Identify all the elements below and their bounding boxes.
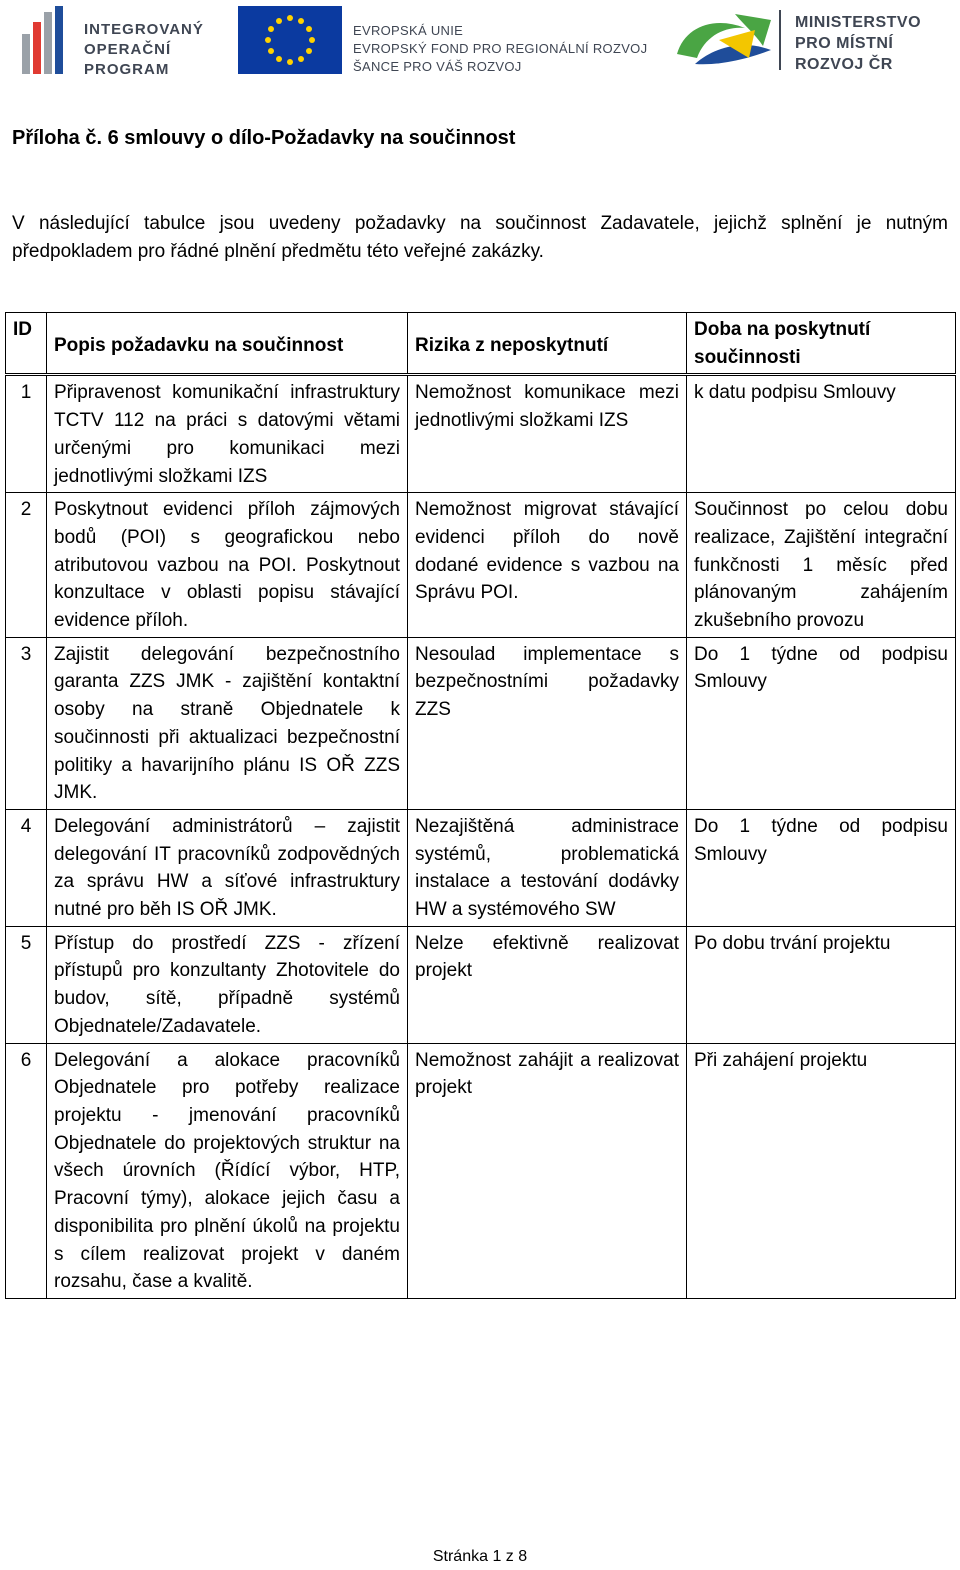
row-popis: Přístup do prostředí ZZS - zřízení přístupů pro konzultanty Zhotovitele do budov, sítě, případně systémů Objednatele/Zadavatele. (47, 926, 408, 1043)
table-header-row (6, 313, 956, 375)
document-title: Příloha č. 6 smlouvy o dílo-Požadavky na součinnost (12, 127, 516, 149)
row-popis: Poskytnout evidenci příloh zájmových bodů (POI) s geografickou nebo atributovou vazbou na POI. Poskytnout konzultace v oblasti popisu stávající evidence příloh. (47, 493, 408, 638)
table-row (6, 1043, 956, 1298)
row-doba: Do 1 týdne od podpisu Smlouvy (687, 637, 956, 809)
row-doba: k datu podpisu Smlouvy (687, 375, 956, 493)
row-id: 1 (6, 375, 47, 493)
logo-separator (779, 10, 781, 70)
header-rizika: Rizika z neposkytnutí (408, 313, 687, 375)
requirements-table (5, 312, 956, 1299)
row-popis: Delegování a alokace pracovníků Objednatele pro potřeby realizace projektu - jmenování pracovníků Objednatele do projektových struktur na všech úrovních (Řídící výbor, HTP, Pracovní týmy), alokace jejich času a disponibilita pro plnění úkolů na projektu s cílem realizovat projekt v daném rozsahu, čase a kvalitě. (47, 1043, 408, 1298)
header-id: ID (6, 313, 47, 375)
row-id: 4 (6, 809, 47, 926)
row-doba: Po dobu trvání projektu (687, 926, 956, 1043)
row-rizika: Nesoulad implementace s bezpečnostními požadavky ZZS (408, 637, 687, 809)
row-rizika: Nemožnost komunikace mezi jednotlivými složkami IZS (408, 375, 687, 493)
row-popis: Připravenost komunikační infrastruktury TCTV 112 na práci s datovými větami určenými pro komunikaci mezi jednotlivými složkami IZS (47, 375, 408, 493)
row-popis: Delegování administrátorů – zajistit delegování IT pracovníků zodpovědných za správu HW a síťové infrastruktury nutné pro běh IS OŘ JMK. (47, 809, 408, 926)
table-row (6, 809, 956, 926)
mmr-logo-icon (675, 6, 775, 78)
eu-flag-icon (238, 6, 342, 74)
table-row (6, 637, 956, 809)
iop-logo (22, 6, 212, 78)
row-doba: Při zahájení projektu (687, 1043, 956, 1298)
row-rizika: Nemožnost migrovat stávající evidenci příloh do nově dodané evidence s vazbou na Správu POI. (408, 493, 687, 638)
eu-logo-text: EVROPSKÁ UNIE EVROPSKÝ FOND PRO REGIONÁLNÍ ROZVOJ ŠANCE PRO VÁŠ ROZVOJ (353, 23, 648, 74)
iop-logo-text: INTEGROVANÝ OPERAČNÍ PROGRAM (84, 21, 204, 78)
page-header (0, 0, 960, 90)
row-doba: Do 1 týdne od podpisu Smlouvy (687, 809, 956, 926)
row-id: 6 (6, 1043, 47, 1298)
header-doba: Doba na poskytnutí součinnosti (687, 313, 956, 375)
row-id: 5 (6, 926, 47, 1043)
table-row (6, 926, 956, 1043)
mmr-logo-text: MINISTERSTVO PRO MÍSTNÍ ROZVOJ ČR (795, 14, 922, 73)
table-row (6, 493, 956, 638)
table-row (6, 375, 956, 493)
row-doba: Součinnost po celou dobu realizace, Zajištění integrační funkčnosti 1 měsíc před plánovaným zahájením zkušebního provozu (687, 493, 956, 638)
header-popis: Popis požadavku na součinnost (47, 313, 408, 375)
row-rizika: Nezajištěná administrace systémů, problematická instalace a testování dodávky HW a systémového SW (408, 809, 687, 926)
page-number: Stránka 1 z 8 (432, 1548, 528, 1565)
intro-paragraph: V následující tabulce jsou uvedeny požadavky na součinnost Zadavatele, jejichž splnění je nutným předpokladem pro řádné plnění předmětu této veřejné zakázky. (12, 213, 948, 262)
row-popis: Zajistit delegování bezpečnostního garanta ZZS JMK - zajištění kontaktní osoby na straně Objednatele k součinnosti při aktualizaci bezpečnostní politiky a havarijního plánu IS OŘ ZZS JMK. (47, 637, 408, 809)
row-id: 2 (6, 493, 47, 638)
row-id: 3 (6, 637, 47, 809)
row-rizika: Nemožnost zahájit a realizovat projekt (408, 1043, 687, 1298)
row-rizika: Nelze efektivně realizovat projekt (408, 926, 687, 1043)
